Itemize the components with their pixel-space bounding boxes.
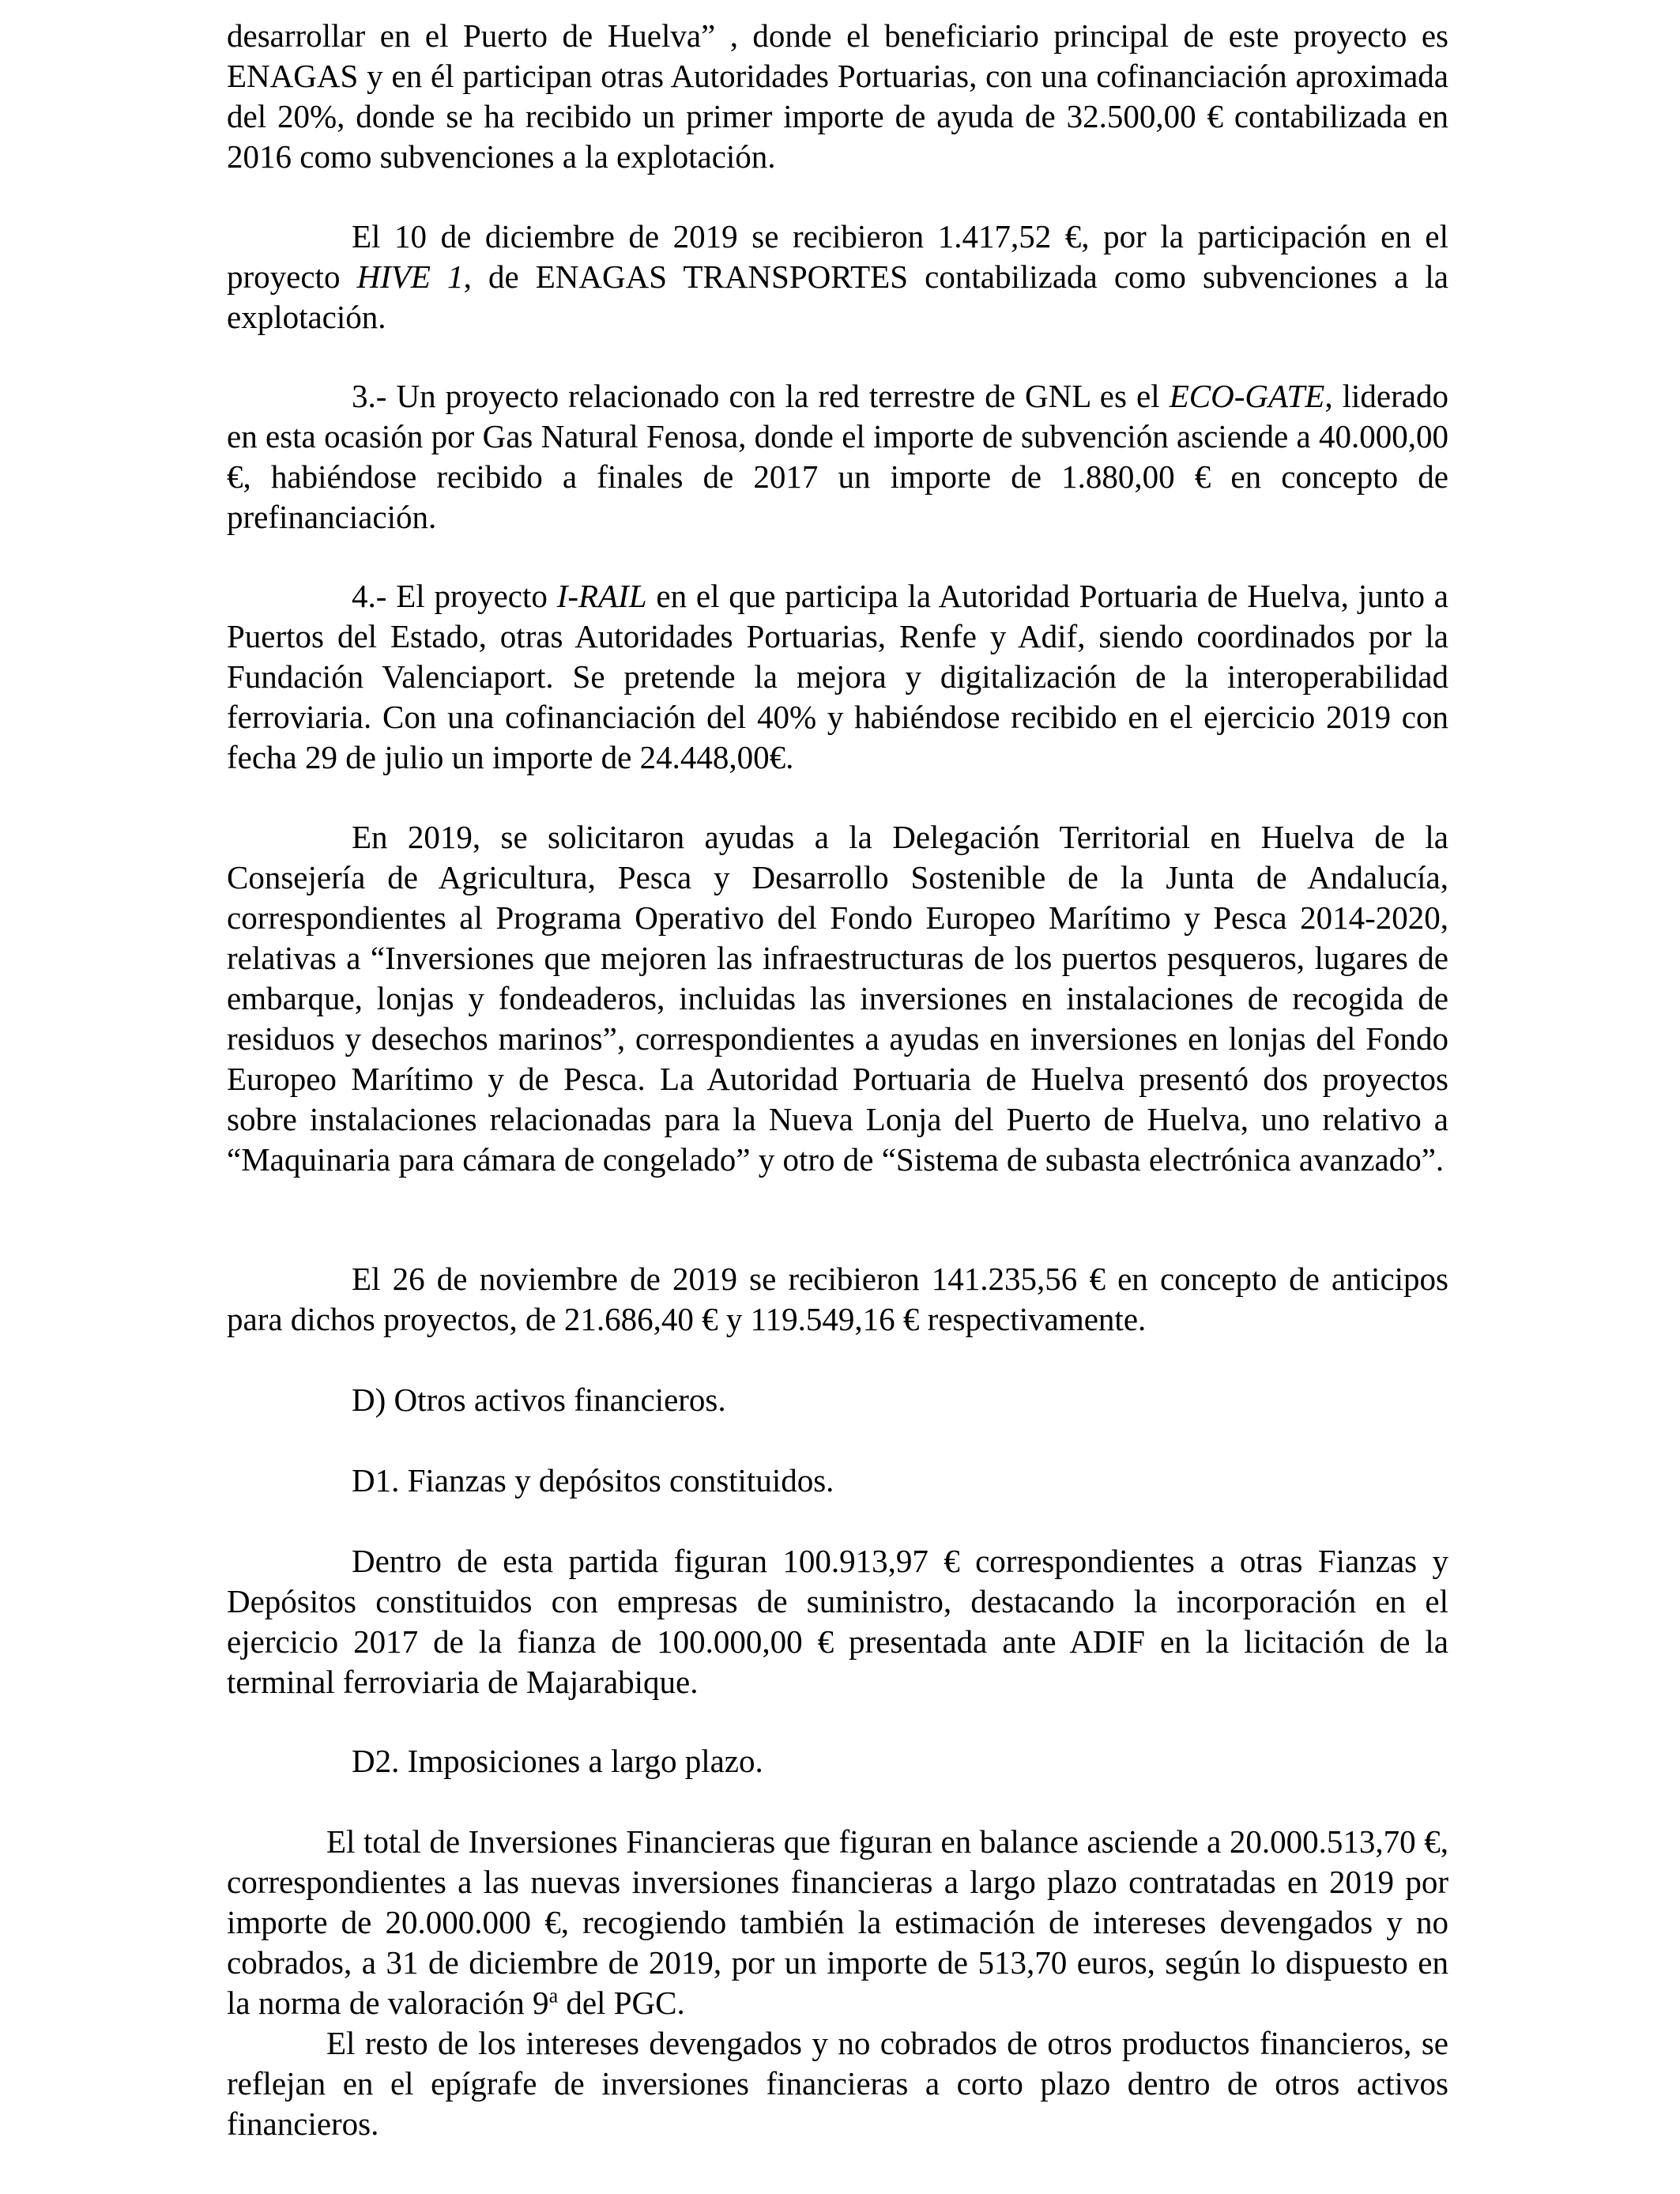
paragraph-enagas-cofinanciacion: desarrollar en el Puerto de Huelva” , donde el beneficiario principal de este proyecto es ENAGAS y en él participan otras Autoridades Portuarias, con una cofinanciación aproximada del 20%, donde se ha recibido un primer importe de ayuda de 32.500,00 € contabilizada en 2016 como subvenciones a la explotación.	[227, 17, 1448, 175]
paragraph-hive-1: El 10 de diciembre de 2019 se recibieron 1.417,52 €, por la participación en el proyecto HIVE 1, de ENAGAS TRANSPORTES contabilizada como subvenciones a la explotación.	[227, 218, 1448, 335]
section-heading-otros-activos: D) Otros activos financieros.	[352, 1382, 726, 1418]
paragraph-anticipos: El 26 de noviembre de 2019 se recibieron 141.235,56 € en concepto de anticipos para dichos proyectos, de 21.686,40 € y 119.549,16 € respectivamente.	[227, 1261, 1448, 1337]
paragraph-intereses-devengados: El resto de los intereses devengados y no cobrados de otros productos financieros, se reflejan en el epígrafe de inversiones financieras a corto plazo dentro de otros activos financieros.	[227, 2025, 1448, 2142]
paragraph-fianzas-depositos: Dentro de esta partida figuran 100.913,97 € correspondientes a otras Fianzas y Depósitos constituidos con empresas de suministro, destacando la incorporación en el ejercicio 2017 de la fianza de 100.000,00 € presentada ante ADIF en la licitación de la terminal ferroviaria de Majarabique.	[227, 1543, 1448, 1700]
paragraph-inversiones-financieras: El total de Inversiones Financieras que figuran en balance asciende a 20.000.513,70 €, correspondientes a las nuevas inversiones financieras a largo plazo contratadas en 2019 por importe de 20.000.000 €, recogiendo también la estimación de intereses devengados y no cobrados, a 31 de diciembre de 2019, por un importe de 513,70 euros, según lo dispuesto en la norma de valoración 9$^a$ del PGC.	[227, 1823, 1448, 2021]
paragraph-eco-gate: 3.- Un proyecto relacionado con la red terrestre de GNL es el ECO-GATE, liderado en esta ocasión por Gas Natural Fenosa, donde el importe de subvención asciende a 40.000,00 €, habiéndose recibido a finales de 2017 un importe de 1.880,00 € en concepto de prefinanciación.	[227, 378, 1448, 535]
paragraph-fondo-europeo: En 2019, se solicitaron ayudas a la Delegación Territorial en Huelva de la Consejería de Agricultura, Pesca y Desarrollo Sostenible de la Junta de Andalucía, correspondientes al Programa Operativo del Fondo Europeo Marítimo y Pesca 2014-2020, relativas a “Inversiones que mejoren las infraestructuras de los puertos pesqueros, lugares de embarque, lonjas y fondeaderos, incluidas las inversiones en instalaciones de recogida de residuos y desechos marinos”, correspondientes a ayudas en inversiones en lonjas del Fondo Europeo Marítimo y de Pesca. La Autoridad Portuaria de Huelva presentó dos proyectos sobre instalaciones relacionadas para la Nueva Lonja del Puerto de Huelva, uno relativo a “Maquinaria para cámara de congelado” y otro de “Sistema de subasta electrónica avanzado”.	[227, 819, 1448, 1178]
section-heading-fianzas: D1. Fianzas y depósitos constituidos.	[352, 1462, 834, 1498]
paragraph-i-rail: 4.- El proyecto I-RAIL en el que participa la Autoridad Portuaria de Huelva, junto a Puertos del Estado, otras Autoridades Portuarias, Renfe y Adif, siendo coordinados por la Fundación Valenciaport. Se pretende la mejora y digitalización de la interoperabilidad ferroviaria. Con una cofinanciación del 40% y habiéndose recibido en el ejercicio 2019 con fecha 29 de julio un importe de 24.448,00€.	[227, 578, 1448, 775]
section-heading-imposiciones: D2. Imposiciones a largo plazo.	[352, 1743, 763, 1779]
